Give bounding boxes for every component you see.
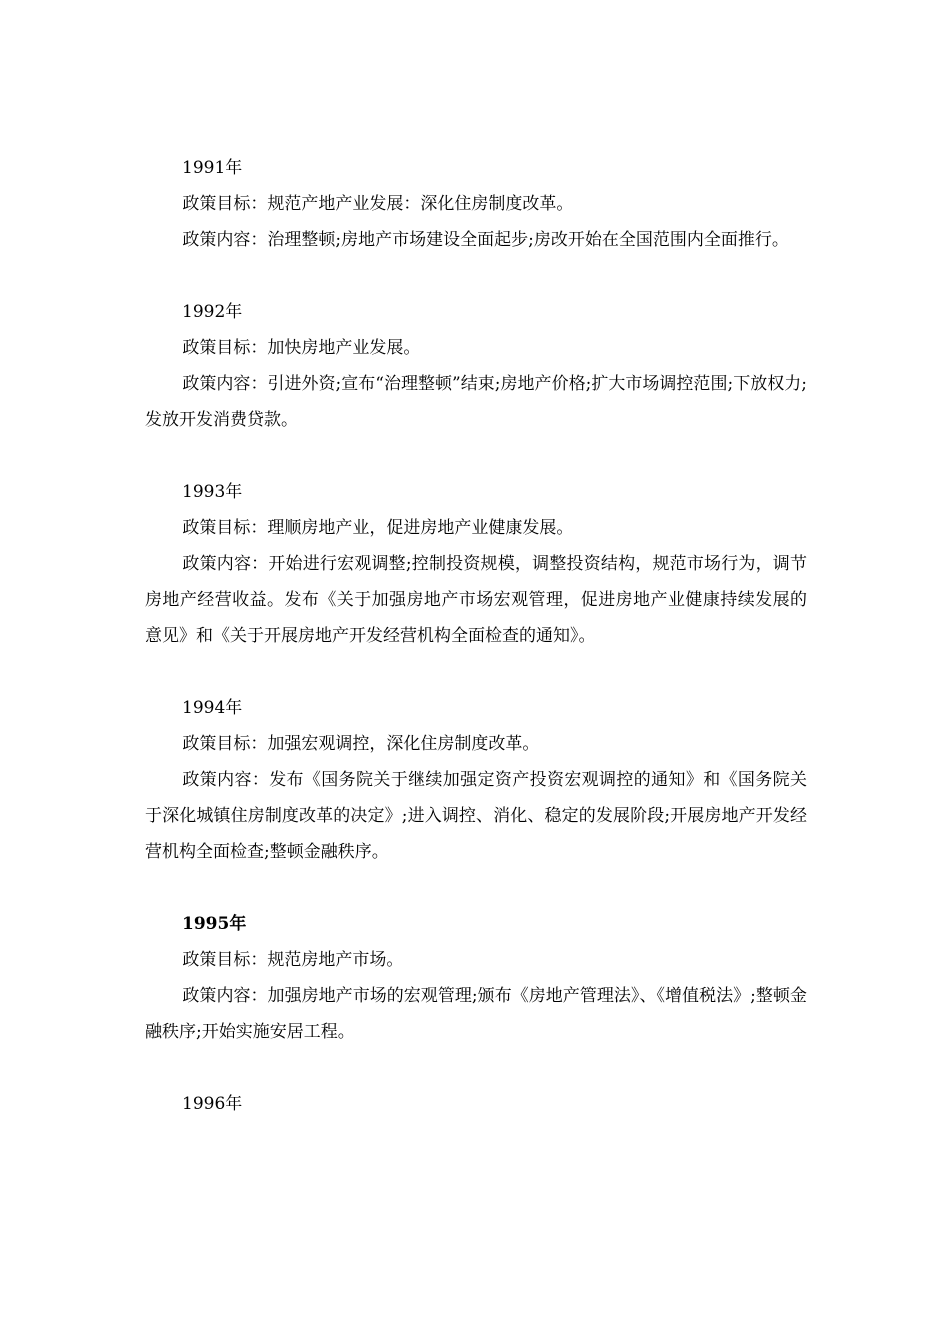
policy-content: 政策内容：发布《国务院关于继续加强定资产投资宏观调控的通知》和《国务院关于深化城镇住房制度改革的决定》;进入调控、消化、稳定的发展阶段;开展房地产开发经营机构全面检查;整顿金融秩序。 [145, 770, 807, 862]
year-section-1991 [145, 150, 807, 258]
year-heading: 1996年 [182, 1094, 243, 1114]
policy-content: 政策内容：治理整顿;房地产市场建设全面起步;房改开始在全国范围内全面推行。 [182, 230, 789, 250]
policy-goal: 政策目标：加快房地产业发展。 [182, 338, 421, 358]
policy-goal: 政策目标：理顺房地产业，促进房地产业健康发展。 [182, 518, 574, 538]
year-section-1992 [145, 294, 807, 438]
policy-content: 政策内容：引进外资;宣布“治理整顿”结束;房地产价格;扩大市场调控范围;下放权力;发放开发消费贷款。 [145, 374, 807, 430]
year-section-1996 [145, 1086, 807, 1122]
year-heading: 1992年 [182, 302, 243, 322]
document-body [145, 150, 807, 1158]
year-heading: 1994年 [182, 698, 243, 718]
year-heading: 1991年 [182, 158, 243, 178]
policy-content: 政策内容：加强房地产市场的宏观管理;颁布《房地产管理法》、《增值税法》;整顿金融秩序;开始实施安居工程。 [145, 986, 807, 1042]
year-section-1993 [145, 474, 807, 654]
year-section-1995 [145, 906, 807, 1050]
policy-goal: 政策目标：规范房地产市场。 [182, 950, 404, 970]
year-heading: 1995年 [182, 914, 247, 934]
policy-goal: 政策目标：加强宏观调控，深化住房制度改革。 [182, 734, 540, 754]
year-section-1994 [145, 690, 807, 870]
policy-goal: 政策目标：规范产地产业发展：深化住房制度改革。 [182, 194, 574, 214]
year-heading: 1993年 [182, 482, 243, 502]
policy-content: 政策内容：开始进行宏观调整;控制投资规模，调整投资结构，规范市场行为，调节房地产经营收益。发布《关于加强房地产市场宏观管理，促进房地产业健康持续发展的意见》和《关于开展房地产开发经营机构全面检查的通知》。 [145, 554, 807, 646]
